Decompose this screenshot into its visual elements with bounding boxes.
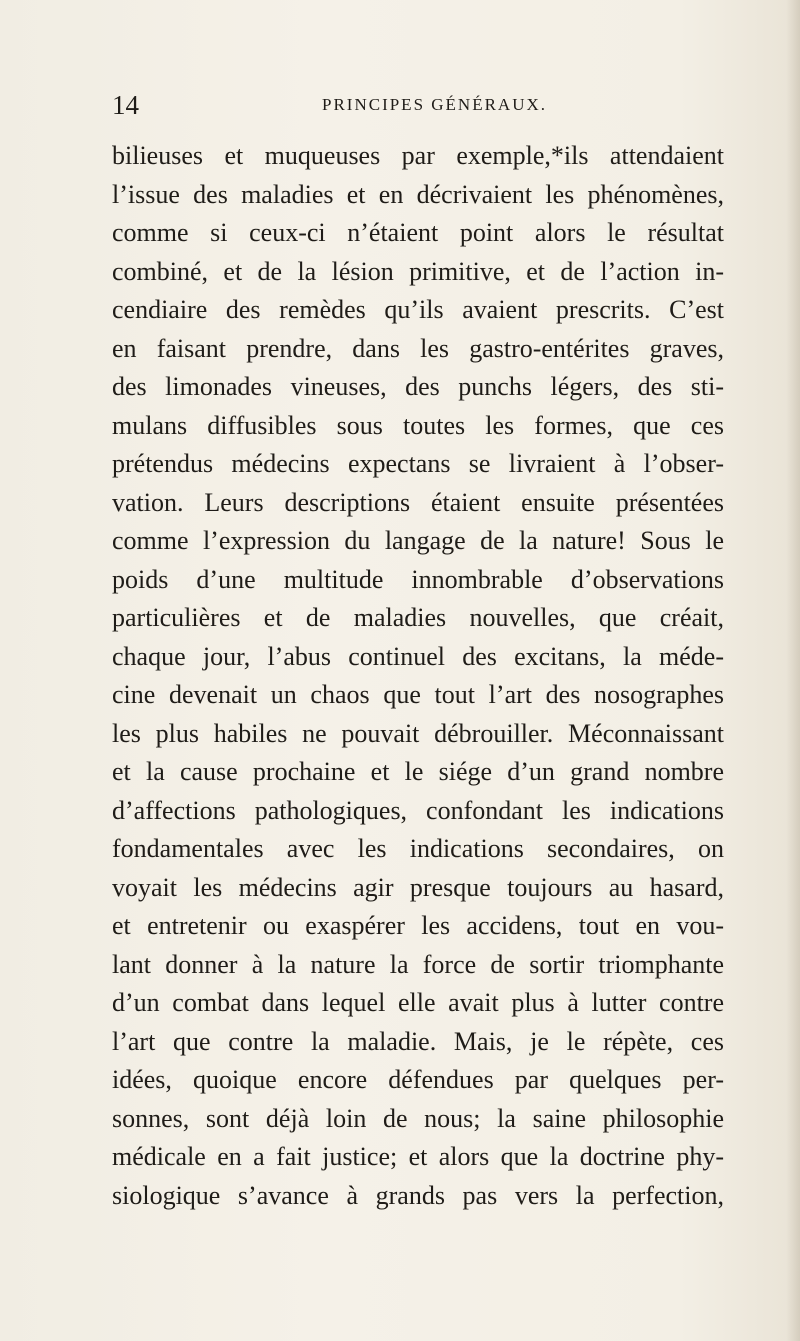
body-text	[112, 137, 724, 1215]
text-line: mulans diffusibles sous toutes les formes, que ces	[112, 410, 724, 440]
text-line: l’art que contre la maladie. Mais, je le répète, ces	[112, 1026, 724, 1056]
text-line: des limonades vineuses, des punchs légers, des sti-	[112, 372, 724, 401]
text-line: sonnes, sont déjà loin de nous; la saine philosophie	[112, 1103, 724, 1133]
text-line: poids d’une multitude innombrable d’observations	[112, 564, 724, 594]
text-line: d’un combat dans lequel elle avait plus à lutter contre	[112, 988, 724, 1017]
text-line: combiné, et de la lésion primitive, et de l’action in-	[112, 256, 724, 286]
text-line: lant donner à la nature la force de sortir triomphante	[112, 949, 724, 979]
text-line: voyait les médecins agir presque toujours au hasard,	[112, 872, 724, 902]
page-header	[112, 90, 722, 120]
text-line: les plus habiles ne pouvait débrouiller. Méconnaissant	[112, 718, 724, 748]
text-line: fondamentales avec les indications secondaires, on	[112, 834, 724, 863]
text-line: vation. Leurs descriptions étaient ensuite présentées	[112, 487, 724, 517]
text-line: cendiaire des remèdes qu’ils avaient prescrits. C’est	[112, 295, 724, 324]
text-line: comme l’expression du langage de la nature! Sous le	[112, 526, 724, 555]
text-line: prétendus médecins expectans se livraient à l’obser-	[112, 449, 724, 478]
text-line: siologique s’avance à grands pas vers la perfection,	[112, 1180, 724, 1210]
page-edge-shadow	[786, 0, 800, 1341]
text-line: idées, quoique encore défendues par quelques per-	[112, 1065, 724, 1094]
text-line: cine devenait un chaos que tout l’art des nosographes	[112, 680, 724, 709]
text-line: comme si ceux-ci n’étaient point alors le résultat	[112, 218, 724, 247]
text-line: et la cause prochaine et le siége d’un grand nombre	[112, 757, 724, 786]
text-line: d’affections pathologiques, confondant les indications	[112, 795, 724, 825]
page-number: 14	[112, 90, 139, 120]
text-line: chaque jour, l’abus continuel des excitans, la méde-	[112, 641, 724, 671]
text-line: et entretenir ou exaspérer les accidens, tout en vou-	[112, 911, 724, 940]
text-line: l’issue des maladies et en décrivaient les phénomènes,	[112, 179, 724, 209]
text-line: bilieuses et muqueuses par exemple,*ils attendaient	[112, 141, 724, 170]
text-line: particulières et de maladies nouvelles, que créait,	[112, 603, 724, 632]
running-title: PRINCIPES GÉNÉRAUX.	[322, 95, 548, 114]
text-line: médicale en a fait justice; et alors que la doctrine phy-	[112, 1142, 724, 1171]
text-line: en faisant prendre, dans les gastro-entérites graves,	[112, 333, 724, 363]
